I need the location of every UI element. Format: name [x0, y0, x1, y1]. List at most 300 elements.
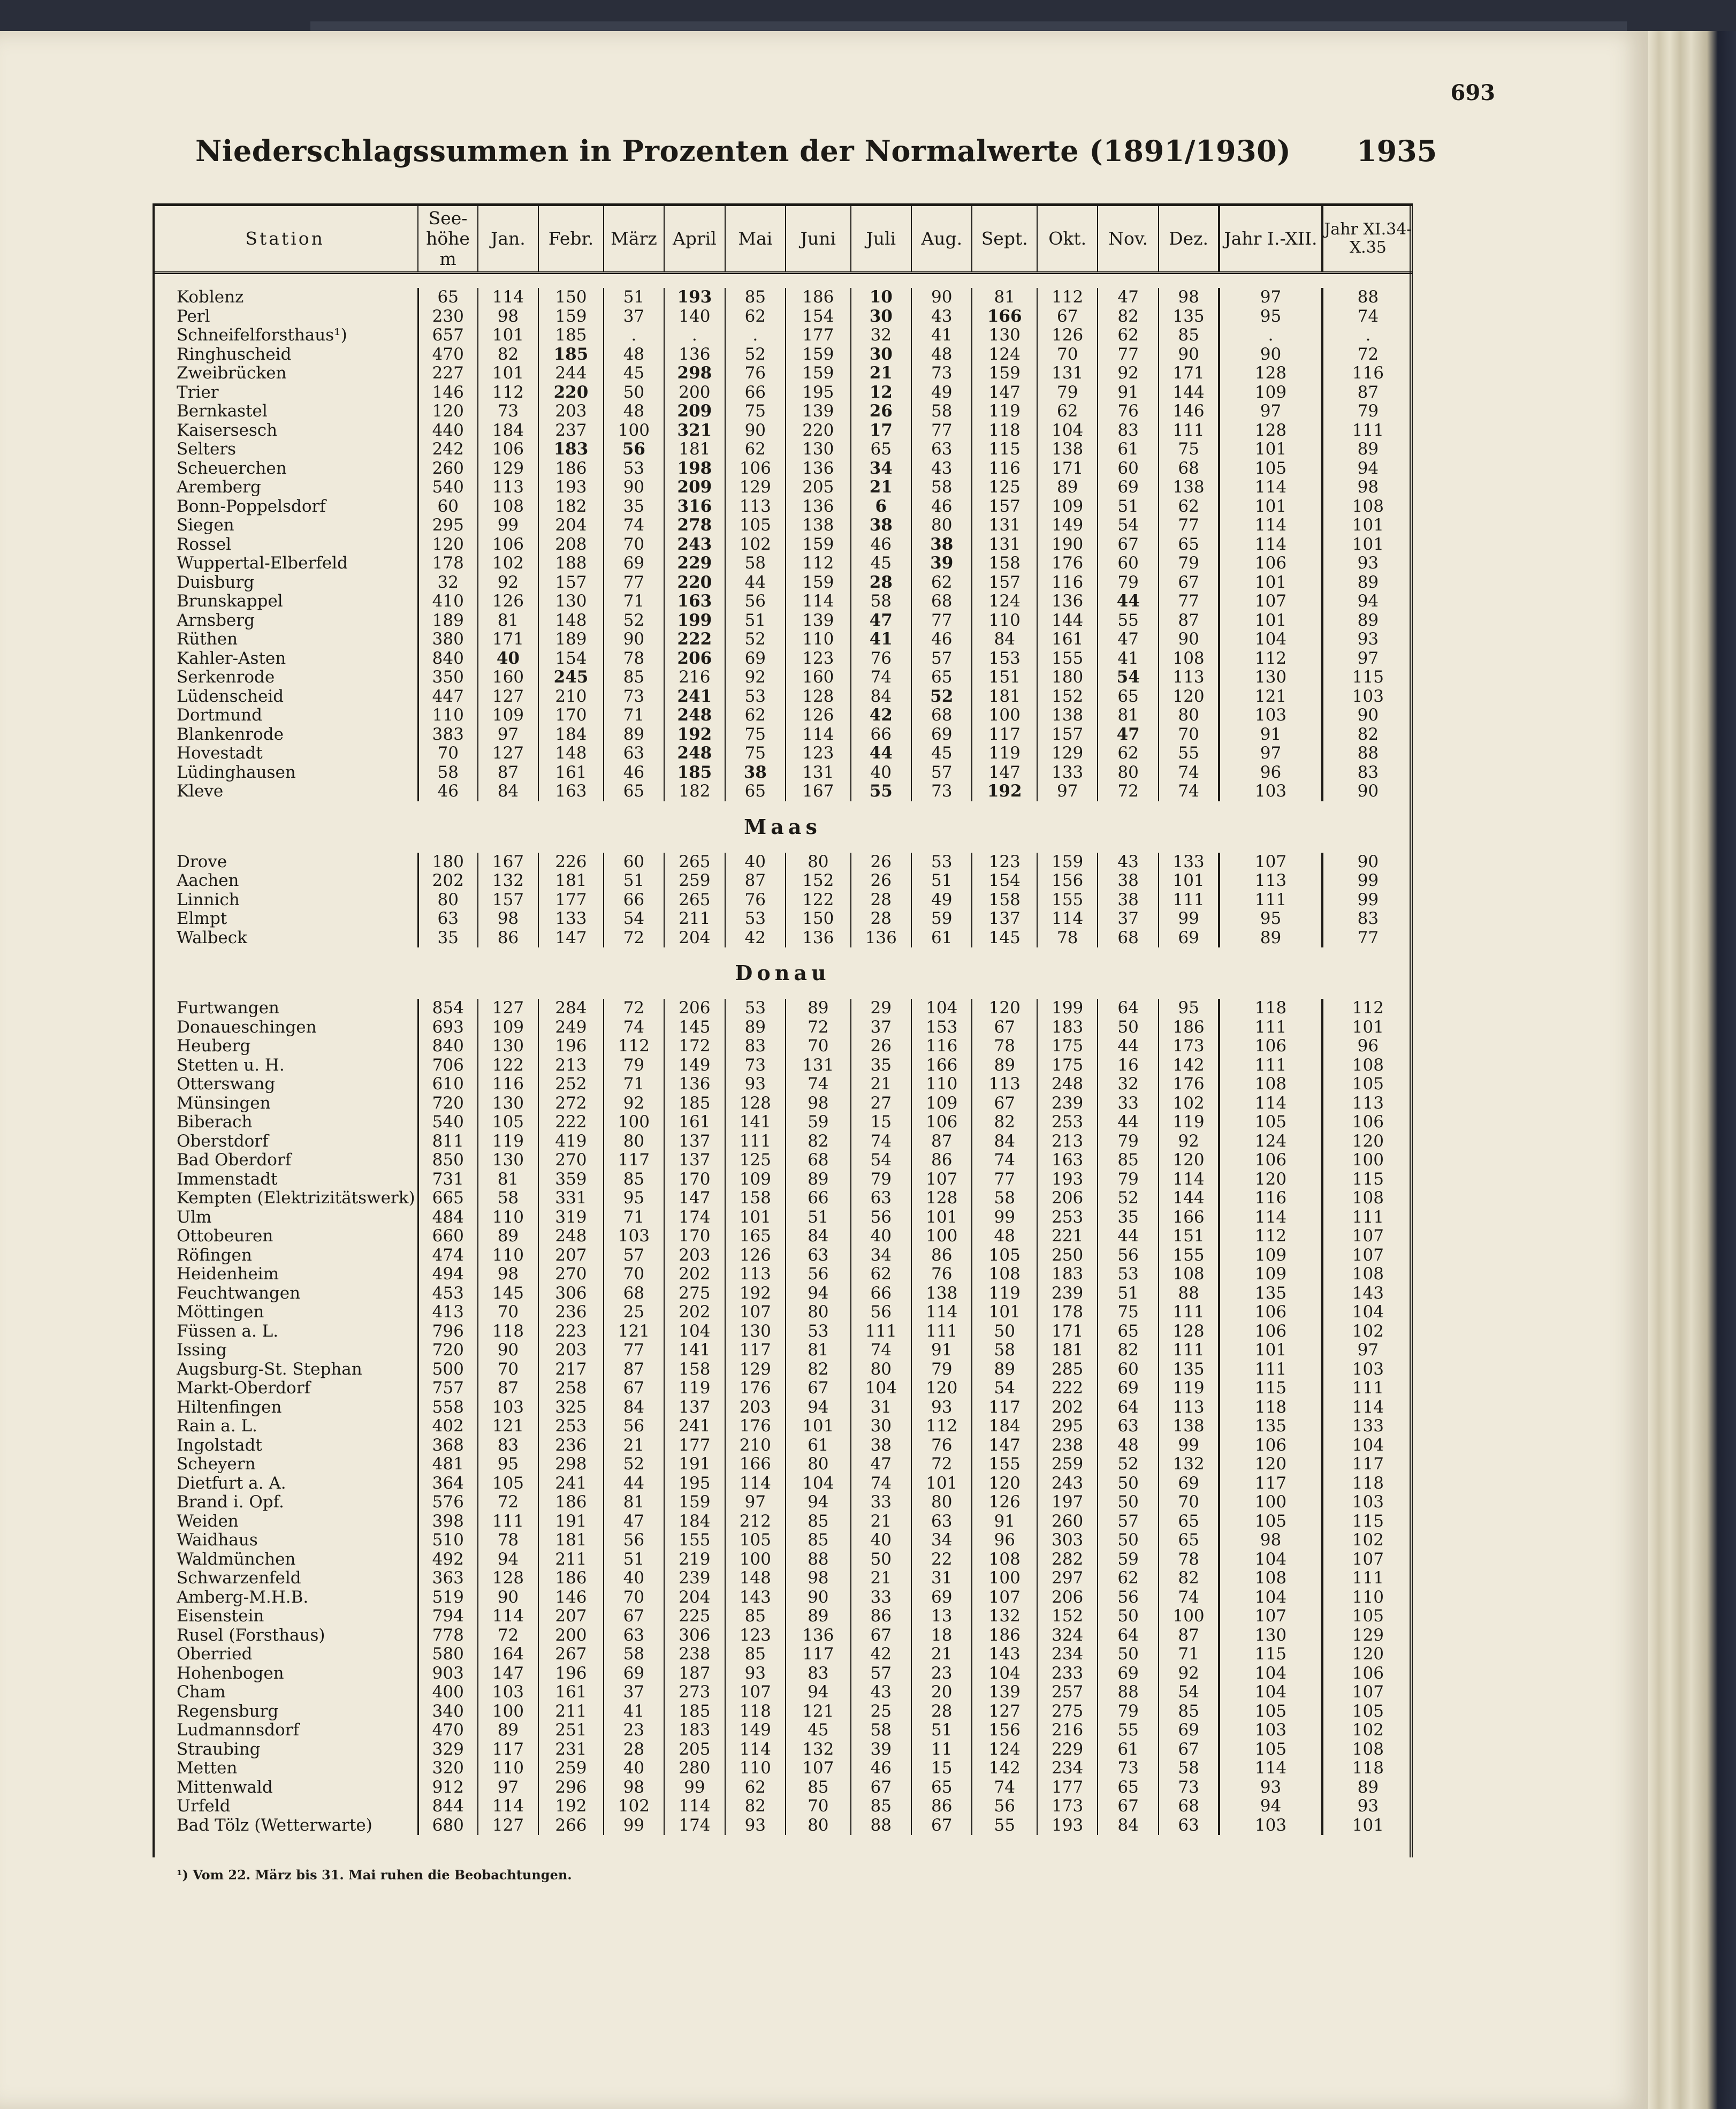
month-value-cell: 15 — [911, 1759, 972, 1778]
month-value-cell: 42 — [851, 706, 911, 725]
month-value-cell: 213 — [1037, 1132, 1098, 1151]
month-value-cell: 101 — [725, 1208, 786, 1227]
month-value-cell: 70 — [478, 1303, 538, 1322]
month-value-cell: 47 — [604, 1512, 664, 1531]
elevation-cell: 242 — [418, 440, 477, 459]
year-total-cell: 91 — [1219, 725, 1322, 745]
hydro-year-cell: 115 — [1322, 1512, 1413, 1531]
month-value-cell: 128 — [786, 687, 851, 707]
month-value-cell: 108 — [1159, 649, 1219, 669]
month-value-cell: 101 — [972, 1303, 1037, 1322]
elevation-cell: 329 — [418, 1740, 477, 1759]
table-row — [153, 440, 1413, 459]
month-value-cell: 133 — [1159, 853, 1219, 872]
hydro-year-cell: 108 — [1322, 1056, 1413, 1075]
month-value-cell: 157 — [478, 891, 538, 910]
month-value-cell: 150 — [786, 909, 851, 929]
year-total-cell: 120 — [1219, 1170, 1322, 1189]
month-value-cell: 123 — [786, 649, 851, 669]
month-value-cell: 86 — [911, 1151, 972, 1170]
month-value-cell: 207 — [538, 1246, 604, 1265]
month-value-cell: 79 — [1098, 573, 1158, 593]
month-value-cell: 62 — [725, 440, 786, 459]
month-value-cell: 76 — [725, 891, 786, 910]
month-value-cell: 102 — [725, 535, 786, 555]
elevation-cell: 757 — [418, 1379, 477, 1398]
elevation-cell: 481 — [418, 1455, 477, 1474]
hydro-year-cell: 117 — [1322, 1455, 1413, 1474]
year-total-cell: 107 — [1219, 853, 1322, 872]
month-value-cell: 26 — [851, 402, 911, 421]
month-value-cell: 116 — [478, 1075, 538, 1094]
month-value-cell: 79 — [604, 1056, 664, 1075]
station-name: Weiden — [153, 1512, 418, 1531]
month-value-cell: 30 — [851, 1417, 911, 1436]
month-value-cell: 63 — [851, 1189, 911, 1208]
month-value-cell: 161 — [538, 1683, 604, 1702]
month-value-cell: 59 — [786, 1113, 851, 1132]
month-value-cell: 50 — [1098, 1607, 1158, 1626]
table-row — [153, 592, 1413, 611]
month-value-cell: 67 — [851, 1778, 911, 1797]
month-value-cell: 69 — [604, 554, 664, 573]
hydro-year-cell: 111 — [1322, 421, 1413, 441]
month-value-cell: 69 — [1098, 1379, 1158, 1398]
month-value-cell: 110 — [911, 1075, 972, 1094]
elevation-cell: 440 — [418, 421, 477, 441]
month-value-cell: 295 — [1037, 1417, 1098, 1436]
month-value-cell: 115 — [972, 440, 1037, 459]
month-value-cell: 136 — [786, 1626, 851, 1645]
month-value-cell: 178 — [1037, 1303, 1098, 1322]
month-value-cell: 111 — [1159, 891, 1219, 910]
month-value-cell: 202 — [664, 1303, 725, 1322]
month-value-cell: 54 — [972, 1379, 1037, 1398]
month-value-cell: 77 — [911, 421, 972, 441]
month-value-cell: 55 — [1159, 744, 1219, 763]
month-value-cell: 147 — [538, 929, 604, 948]
month-value-cell: 160 — [478, 668, 538, 687]
station-name: Duisburg — [153, 573, 418, 593]
month-value-cell: 56 — [851, 1303, 911, 1322]
hydro-year-cell: 102 — [1322, 1531, 1413, 1550]
table-row — [153, 1341, 1413, 1360]
month-value-cell: 59 — [1098, 1550, 1158, 1569]
month-value-cell: 127 — [478, 744, 538, 763]
column-header-12: Nov. — [1098, 205, 1158, 273]
elevation-cell: 720 — [418, 1341, 477, 1360]
hydro-year-cell: 108 — [1322, 1740, 1413, 1759]
elevation-cell: 63 — [418, 909, 477, 929]
month-value-cell: 122 — [478, 1056, 538, 1075]
hydro-year-cell: 105 — [1322, 1607, 1413, 1626]
month-value-cell: 67 — [972, 1094, 1037, 1113]
table-row — [153, 1531, 1413, 1550]
month-value-cell: 43 — [1098, 853, 1158, 872]
month-value-cell: 79 — [851, 1170, 911, 1189]
month-value-cell: 74 — [851, 1474, 911, 1493]
month-value-cell: 66 — [851, 725, 911, 745]
month-value-cell: 298 — [538, 1455, 604, 1474]
month-value-cell: 129 — [1037, 744, 1098, 763]
month-value-cell: 163 — [1037, 1151, 1098, 1170]
month-value-cell: 244 — [538, 364, 604, 383]
hydro-year-cell: 98 — [1322, 478, 1413, 497]
month-value-cell: 38 — [851, 516, 911, 535]
month-value-cell: 258 — [538, 1379, 604, 1398]
hydro-year-cell: 118 — [1322, 1474, 1413, 1493]
elevation-cell: 35 — [418, 929, 477, 948]
month-value-cell: 137 — [664, 1398, 725, 1417]
station-name: Arnsberg — [153, 611, 418, 631]
table-row — [153, 1018, 1413, 1037]
month-value-cell: 191 — [664, 1455, 725, 1474]
month-value-cell: 54 — [1098, 516, 1158, 535]
month-value-cell: 129 — [725, 1360, 786, 1379]
month-value-cell: 94 — [786, 1398, 851, 1417]
month-value-cell: 100 — [911, 1227, 972, 1246]
month-value-cell: 183 — [1037, 1018, 1098, 1037]
month-value-cell: 270 — [538, 1265, 604, 1284]
month-value-cell: 103 — [478, 1683, 538, 1702]
station-name: Regensburg — [153, 1702, 418, 1721]
month-value-cell: 238 — [664, 1645, 725, 1664]
month-value-cell: 21 — [604, 1436, 664, 1455]
table-row — [153, 1246, 1413, 1265]
station-name: Metten — [153, 1759, 418, 1778]
table-row — [153, 1797, 1413, 1816]
station-name: Bad Tölz (Wetterwarte) — [153, 1816, 418, 1835]
column-header-13: Dez. — [1159, 205, 1219, 273]
month-value-cell: 114 — [725, 1474, 786, 1493]
month-value-cell: 166 — [972, 307, 1037, 327]
month-value-cell: 89 — [786, 1607, 851, 1626]
month-value-cell: 69 — [1098, 1664, 1158, 1683]
hydro-year-cell: 83 — [1322, 763, 1413, 783]
month-value-cell: 54 — [604, 909, 664, 929]
month-value-cell: 88 — [1159, 1284, 1219, 1303]
month-value-cell: 193 — [664, 288, 725, 307]
table-row — [153, 929, 1413, 948]
month-value-cell: 241 — [538, 1474, 604, 1493]
month-value-cell: 92 — [1159, 1132, 1219, 1151]
month-value-cell: 104 — [1037, 421, 1098, 441]
table-row — [153, 1588, 1413, 1607]
month-value-cell: 147 — [972, 1436, 1037, 1455]
month-value-cell: 62 — [1098, 326, 1158, 345]
hydro-year-cell: 100 — [1322, 1151, 1413, 1170]
month-value-cell: 126 — [725, 1246, 786, 1265]
month-value-cell: 257 — [1037, 1683, 1098, 1702]
month-value-cell: 159 — [1037, 853, 1098, 872]
month-value-cell: 170 — [538, 706, 604, 725]
month-value-cell: 131 — [972, 535, 1037, 555]
month-value-cell: 51 — [725, 611, 786, 631]
year-total-cell: 106 — [1219, 1322, 1322, 1341]
month-value-cell: 113 — [972, 1075, 1037, 1094]
month-value-cell: 99 — [1159, 1436, 1219, 1455]
month-value-cell: 87 — [1159, 611, 1219, 631]
month-value-cell: 78 — [604, 649, 664, 669]
table-row — [153, 1474, 1413, 1493]
table-row — [153, 554, 1413, 573]
month-value-cell: 67 — [1098, 535, 1158, 555]
table-row — [153, 1360, 1413, 1379]
month-value-cell: 98 — [478, 307, 538, 327]
month-value-cell: 20 — [911, 1683, 972, 1702]
station-name: Schwarzenfeld — [153, 1569, 418, 1588]
month-value-cell: 62 — [911, 573, 972, 593]
month-value-cell: 73 — [604, 687, 664, 707]
month-value-cell: 206 — [664, 999, 725, 1018]
month-value-cell: 47 — [851, 1455, 911, 1474]
table-row — [153, 1759, 1413, 1778]
month-value-cell: 55 — [1098, 611, 1158, 631]
month-value-cell: 70 — [1159, 1493, 1219, 1512]
month-value-cell: 278 — [664, 516, 725, 535]
month-value-cell: 40 — [725, 853, 786, 872]
month-value-cell: 67 — [604, 1379, 664, 1398]
month-value-cell: 107 — [972, 1588, 1037, 1607]
month-value-cell: 77 — [972, 1170, 1037, 1189]
month-value-cell: 93 — [725, 1816, 786, 1835]
month-value-cell: 61 — [1098, 1740, 1158, 1759]
hydro-year-cell: 93 — [1322, 1797, 1413, 1816]
year-total-cell: 128 — [1219, 364, 1322, 383]
month-value-cell: 171 — [478, 630, 538, 649]
month-value-cell: 296 — [538, 1778, 604, 1797]
column-header-5: April — [664, 205, 725, 273]
month-value-cell: 63 — [786, 1246, 851, 1265]
station-name: Oberried — [153, 1645, 418, 1664]
month-value-cell: 108 — [1159, 1265, 1219, 1284]
month-value-cell: 138 — [1159, 478, 1219, 497]
month-value-cell: 143 — [725, 1588, 786, 1607]
elevation-cell: 470 — [418, 1721, 477, 1740]
month-value-cell: 185 — [664, 1702, 725, 1721]
month-value-cell: 50 — [1098, 1531, 1158, 1550]
month-value-cell: 128 — [478, 1569, 538, 1588]
month-value-cell: 39 — [851, 1740, 911, 1759]
month-value-cell: 114 — [786, 592, 851, 611]
month-value-cell: 159 — [786, 535, 851, 555]
month-value-cell: 74 — [604, 1018, 664, 1037]
month-value-cell: 183 — [538, 440, 604, 459]
month-value-cell: 206 — [1037, 1588, 1098, 1607]
month-value-cell: 111 — [1159, 1341, 1219, 1360]
month-value-cell: 91 — [911, 1341, 972, 1360]
month-value-cell: 120 — [972, 1474, 1037, 1493]
month-value-cell: 81 — [1098, 706, 1158, 725]
table-row — [153, 1417, 1413, 1436]
year-total-cell: 93 — [1219, 1778, 1322, 1797]
month-value-cell: 144 — [1037, 611, 1098, 631]
month-value-cell: 87 — [478, 1379, 538, 1398]
year-total-cell: 89 — [1219, 929, 1322, 948]
month-value-cell: 13 — [911, 1607, 972, 1626]
year-total-cell: 103 — [1219, 706, 1322, 725]
month-value-cell: 88 — [1098, 1683, 1158, 1702]
month-value-cell: 80 — [911, 516, 972, 535]
month-value-cell: 56 — [851, 1208, 911, 1227]
station-name: Heuberg — [153, 1037, 418, 1056]
month-value-cell: 50 — [851, 1550, 911, 1569]
year-total-cell: 111 — [1219, 1018, 1322, 1037]
month-value-cell: 58 — [911, 478, 972, 497]
month-value-cell: 229 — [664, 554, 725, 573]
month-value-cell: 92 — [604, 1094, 664, 1113]
station-name: Ingolstadt — [153, 1436, 418, 1455]
elevation-cell: 693 — [418, 1018, 477, 1037]
month-value-cell: 44 — [851, 744, 911, 763]
station-name: Bonn-Poppelsdorf — [153, 497, 418, 517]
month-value-cell: 233 — [1037, 1664, 1098, 1683]
month-value-cell: 60 — [604, 853, 664, 872]
month-value-cell: 114 — [478, 288, 538, 307]
month-value-cell: 58 — [604, 1645, 664, 1664]
month-value-cell: 69 — [911, 1588, 972, 1607]
station-name: Rusel (Forsthaus) — [153, 1626, 418, 1645]
elevation-cell: 484 — [418, 1208, 477, 1227]
month-value-cell: 73 — [911, 782, 972, 801]
year-total-cell: 104 — [1219, 630, 1322, 649]
hydro-year-cell: 133 — [1322, 1417, 1413, 1436]
year-total-cell: 116 — [1219, 1189, 1322, 1208]
month-value-cell: 78 — [478, 1531, 538, 1550]
month-value-cell: 211 — [664, 909, 725, 929]
month-value-cell: 186 — [786, 288, 851, 307]
month-value-cell: 144 — [1159, 383, 1219, 403]
month-value-cell: 61 — [911, 929, 972, 948]
month-value-cell: 112 — [478, 383, 538, 403]
year-total-cell: 114 — [1219, 1208, 1322, 1227]
month-value-cell: 21 — [911, 1645, 972, 1664]
month-value-cell: 200 — [664, 383, 725, 403]
month-value-cell: 248 — [664, 706, 725, 725]
month-value-cell: 192 — [725, 1284, 786, 1303]
month-value-cell: 58 — [911, 402, 972, 421]
month-value-cell: 86 — [911, 1797, 972, 1816]
month-value-cell: 73 — [1098, 1759, 1158, 1778]
month-value-cell: 47 — [1098, 725, 1158, 745]
month-value-cell: 77 — [1159, 592, 1219, 611]
month-value-cell: 47 — [1098, 630, 1158, 649]
month-value-cell: 30 — [851, 345, 911, 365]
month-value-cell: 89 — [786, 999, 851, 1018]
month-value-cell: 157 — [538, 573, 604, 593]
month-value-cell: 86 — [911, 1246, 972, 1265]
station-name: Drove — [153, 853, 418, 872]
elevation-cell: 230 — [418, 307, 477, 327]
month-value-cell: 121 — [478, 1417, 538, 1436]
month-value-cell: 67 — [972, 1018, 1037, 1037]
month-value-cell: 67 — [1159, 1740, 1219, 1759]
hydro-year-cell: 107 — [1322, 1550, 1413, 1569]
column-header-7: Juni — [786, 205, 851, 273]
hydro-year-cell: 106 — [1322, 1664, 1413, 1683]
month-value-cell: 53 — [604, 459, 664, 479]
month-value-cell: 203 — [664, 1246, 725, 1265]
hydro-year-cell: 77 — [1322, 929, 1413, 948]
month-value-cell: 154 — [538, 649, 604, 669]
month-value-cell: 186 — [538, 459, 604, 479]
year-total-cell: . — [1219, 326, 1322, 345]
month-value-cell: 101 — [911, 1474, 972, 1493]
month-value-cell: 63 — [911, 1512, 972, 1531]
month-value-cell: 123 — [786, 744, 851, 763]
month-value-cell: 94 — [786, 1493, 851, 1512]
month-value-cell: 119 — [1159, 1379, 1219, 1398]
month-value-cell: 101 — [786, 1417, 851, 1436]
month-value-cell: 80 — [786, 1816, 851, 1835]
table-row — [153, 1550, 1413, 1569]
station-name: Bernkastel — [153, 402, 418, 421]
month-value-cell: 90 — [1159, 630, 1219, 649]
month-value-cell: 120 — [972, 999, 1037, 1018]
elevation-cell: 110 — [418, 706, 477, 725]
month-value-cell: 182 — [538, 497, 604, 517]
month-value-cell: 161 — [664, 1113, 725, 1132]
month-value-cell: 45 — [851, 554, 911, 573]
month-value-cell: 37 — [851, 1018, 911, 1037]
hydro-year-cell: 89 — [1322, 1778, 1413, 1797]
station-name: Röfingen — [153, 1246, 418, 1265]
station-name: Kahler-Asten — [153, 649, 418, 669]
month-value-cell: 221 — [1037, 1227, 1098, 1246]
month-value-cell: 100 — [478, 1702, 538, 1721]
spacer-row — [153, 273, 1413, 289]
month-value-cell: 30 — [851, 307, 911, 327]
month-value-cell: 148 — [538, 744, 604, 763]
month-value-cell: 190 — [1037, 535, 1098, 555]
month-value-cell: 126 — [786, 706, 851, 725]
month-value-cell: 102 — [478, 554, 538, 573]
month-value-cell: 131 — [786, 1056, 851, 1075]
month-value-cell: 231 — [538, 1740, 604, 1759]
month-value-cell: 241 — [664, 687, 725, 707]
month-value-cell: 52 — [604, 611, 664, 631]
month-value-cell: 21 — [851, 1075, 911, 1094]
month-value-cell: 186 — [1159, 1018, 1219, 1037]
month-value-cell: 72 — [478, 1626, 538, 1645]
month-value-cell: 111 — [1159, 421, 1219, 441]
month-value-cell: 62 — [725, 706, 786, 725]
month-value-cell: 16 — [1098, 1056, 1158, 1075]
year-total-cell: 101 — [1219, 440, 1322, 459]
year-total-cell: 106 — [1219, 1037, 1322, 1056]
month-value-cell: 33 — [851, 1493, 911, 1512]
month-value-cell: 40 — [851, 763, 911, 783]
month-value-cell: 105 — [725, 516, 786, 535]
month-value-cell: 46 — [851, 1759, 911, 1778]
month-value-cell: 75 — [725, 744, 786, 763]
month-value-cell: 108 — [478, 497, 538, 517]
month-value-cell: 127 — [972, 1702, 1037, 1721]
month-value-cell: 83 — [478, 1436, 538, 1455]
month-value-cell: 202 — [1037, 1398, 1098, 1417]
month-value-cell: 67 — [786, 1379, 851, 1398]
month-value-cell: 109 — [478, 1018, 538, 1037]
month-value-cell: 79 — [911, 1360, 972, 1379]
year-total-cell: 98 — [1219, 1531, 1322, 1550]
hydro-year-cell: 105 — [1322, 1075, 1413, 1094]
month-value-cell: 95 — [478, 1455, 538, 1474]
month-value-cell: 131 — [1037, 364, 1098, 383]
hydro-year-cell: 107 — [1322, 1227, 1413, 1246]
table-row — [153, 763, 1413, 783]
page-number: 693 — [1450, 80, 1495, 105]
month-value-cell: 84 — [851, 687, 911, 707]
